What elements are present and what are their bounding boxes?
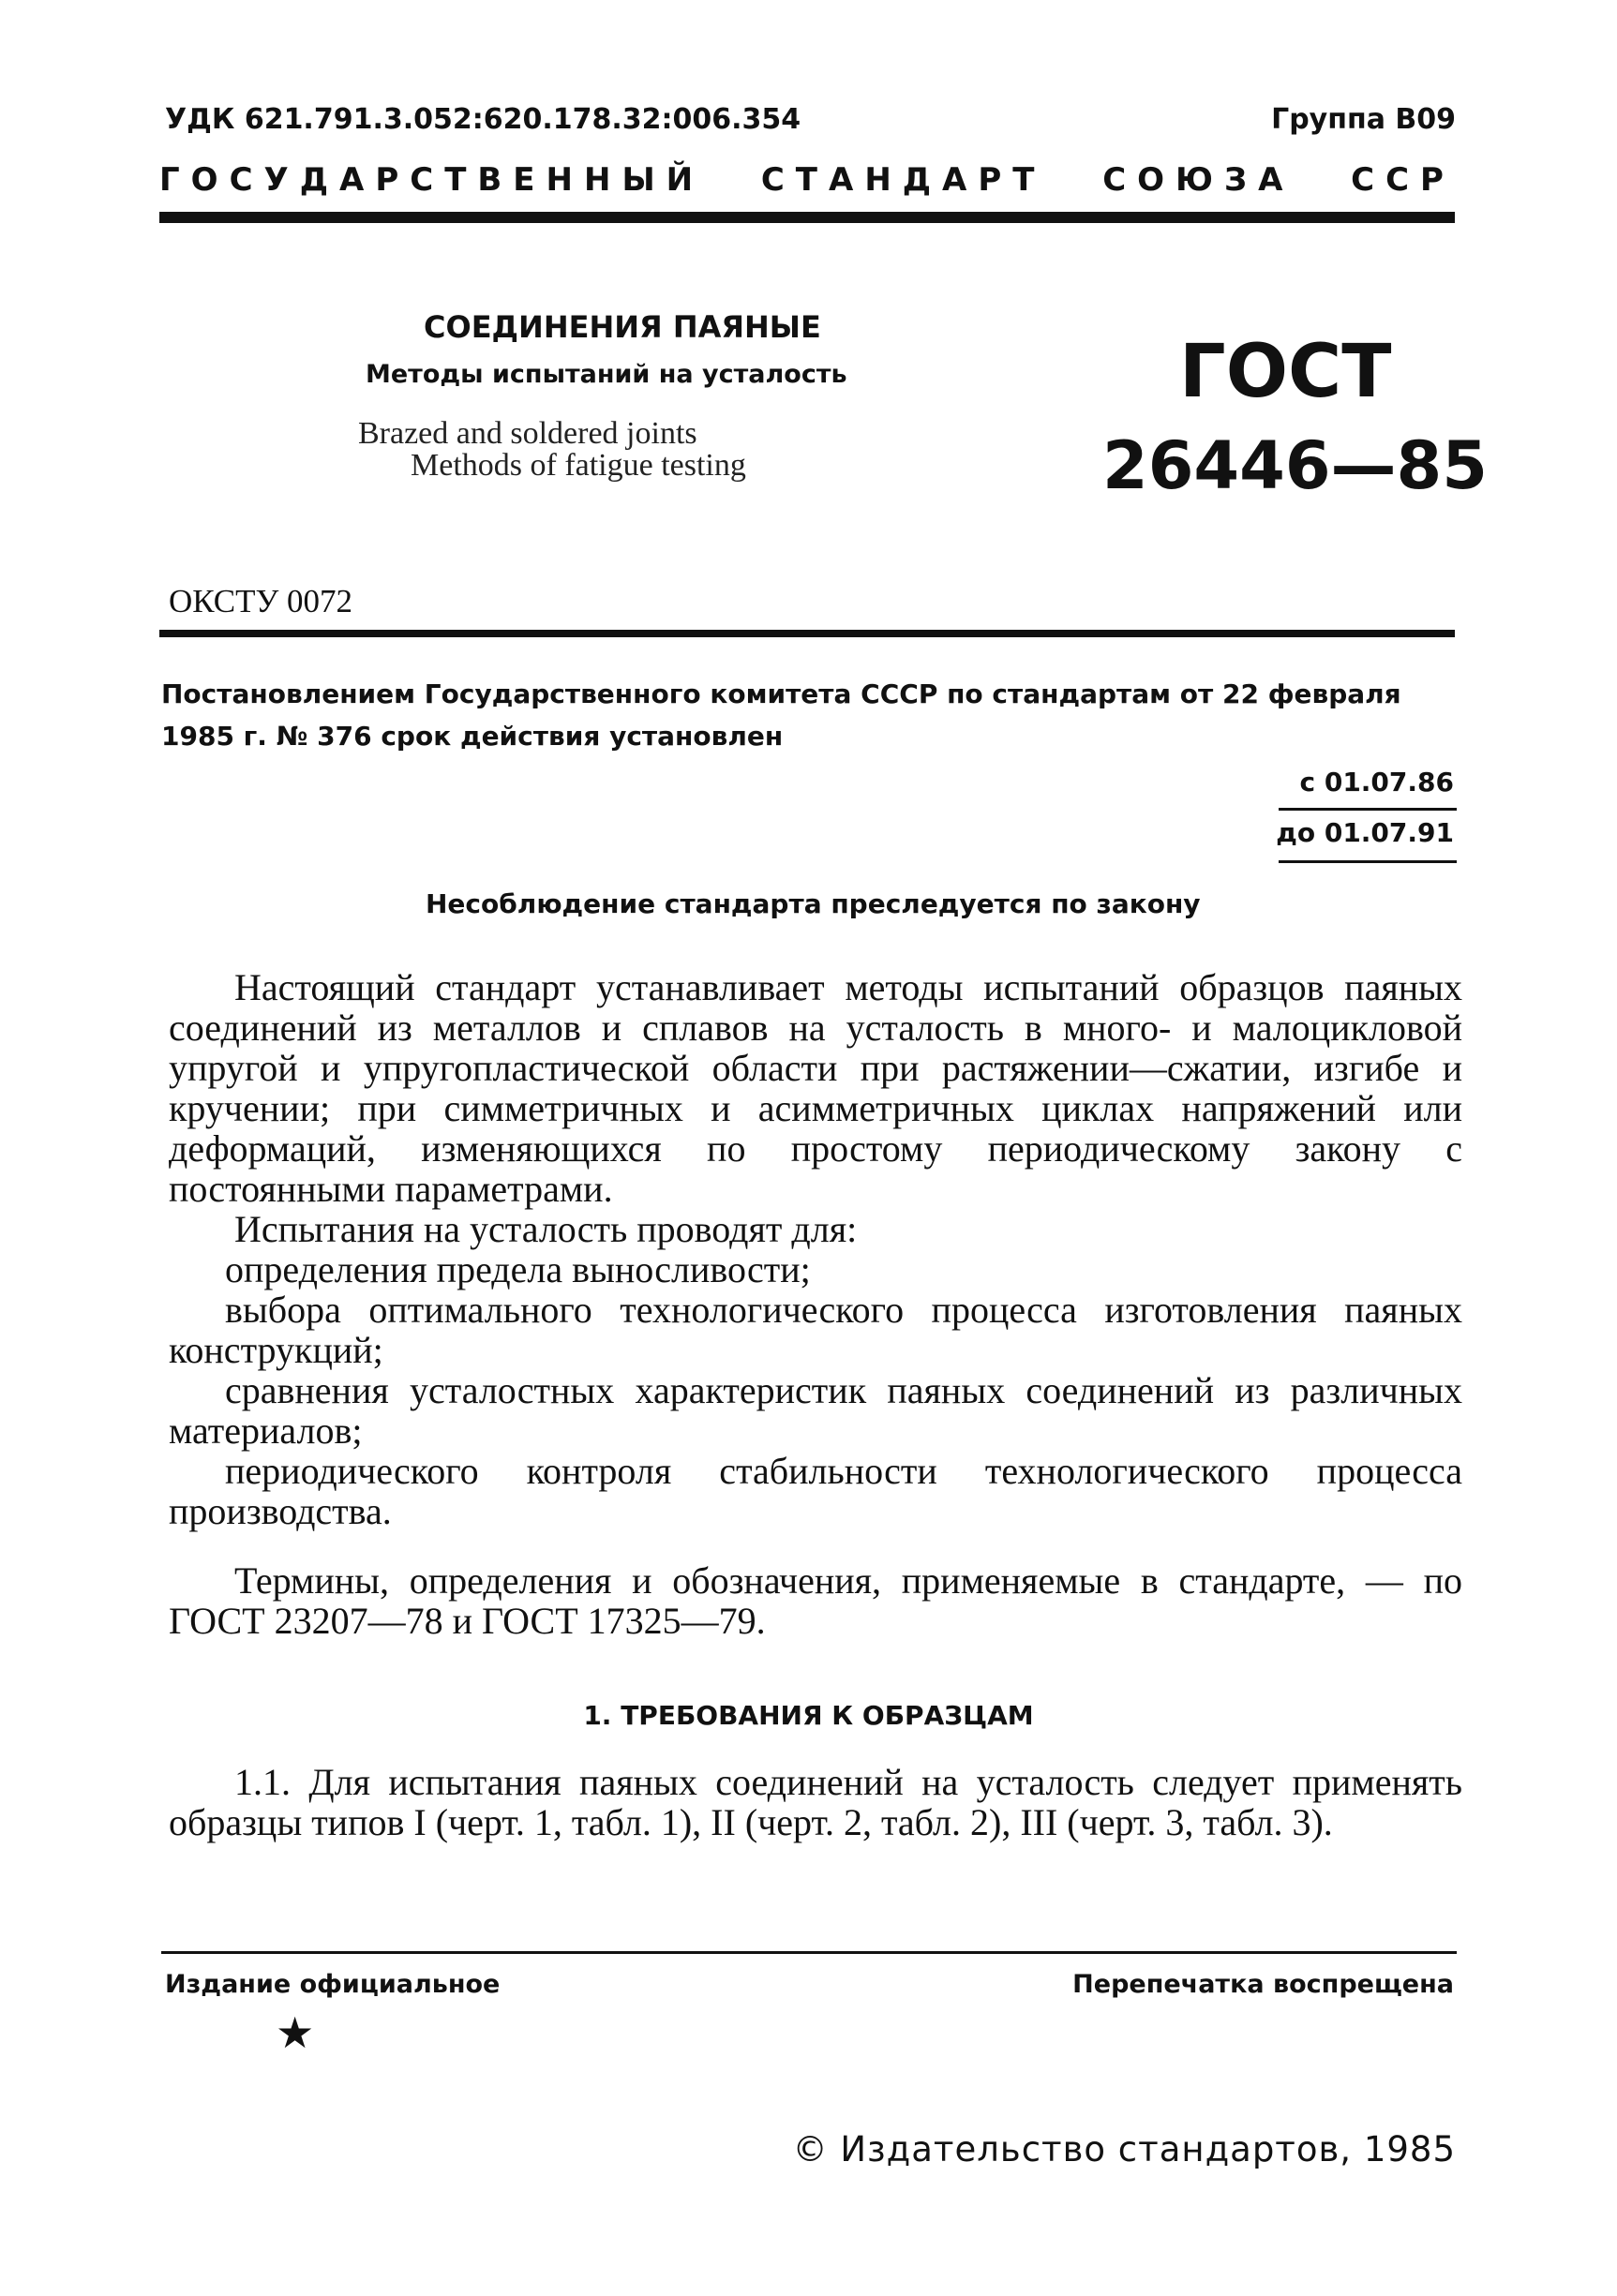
valid-to: до 01.07.91 xyxy=(1276,817,1454,848)
okstu-code: ОКСТУ 0072 xyxy=(169,583,353,619)
footer-rule xyxy=(161,1951,1457,1954)
reprint-notice: Перепечатка воспрещена xyxy=(1072,1970,1454,1999)
validity-rule xyxy=(1279,860,1457,863)
section-heading: 1. ТРЕБОВАНИЯ К ОБРАЗЦАМ xyxy=(583,1700,1034,1731)
title-english-line-2: Methods of fatigue testing xyxy=(411,448,746,483)
title-russian: СОЕДИНЕНИЯ ПАЯНЫЕ xyxy=(424,309,821,345)
scope-paragraph: Настоящий стандарт устанавливает методы испытаний образцов паяных соединений из металлов и сплавов на усталость в много- и малоцикловой упругой и упругопластической области при растяжении—сжатии, изгибе и кручении; при симметричных и асимметричных циклах напряжений или деформаций, изменяющихся по простому периодическому закону с постоянными параметрами. xyxy=(169,966,1462,1210)
banner-word: СОЮЗА xyxy=(1102,161,1295,199)
valid-from: с 01.07.86 xyxy=(1299,767,1454,798)
gost-label: ГОСТ xyxy=(1179,330,1392,414)
udc-code: УДК 621.791.3.052:620.178.32:006.354 xyxy=(165,103,801,136)
validity-rule xyxy=(1279,808,1457,811)
copyright-notice: © Издательство стандартов, 1985 xyxy=(792,2129,1456,2169)
list-item: выбора оптимального технологического процесса изготовления паяных конструкций; xyxy=(169,1289,1462,1371)
group-code: Группа В09 xyxy=(1271,103,1456,136)
banner-word: ГОСУДАРСТВЕННЫЙ xyxy=(159,161,705,199)
title-english-line-1: Brazed and soldered joints xyxy=(358,416,697,451)
purpose-list xyxy=(169,1249,1462,1531)
star-icon: ★ xyxy=(276,2007,315,2058)
decree-text: Постановлением Государственного комитета СССР по стандартам от 22 февраля 1985 г. № 376 срок действия установлен xyxy=(161,678,1401,752)
title-rule xyxy=(159,630,1455,637)
gost-number: 26446—85 xyxy=(1102,427,1488,504)
banner-word: СТАНДАРТ xyxy=(760,161,1046,199)
banner-word: ССР xyxy=(1351,161,1455,199)
law-notice: Несоблюдение стандарта преследуется по закону xyxy=(426,888,1201,919)
official-edition: Издание официальное xyxy=(165,1970,501,1999)
state-standard-banner xyxy=(159,161,1455,199)
list-item: определения предела выносливости; xyxy=(225,1248,811,1290)
header-rule xyxy=(159,212,1455,223)
list-item: периодического контроля стабильности технологического процесса производства. xyxy=(169,1450,1462,1532)
terms-paragraph: Термины, определения и обозначения, применяемые в стандарте, — по ГОСТ 23207—78 и ГОСТ 17325—79. xyxy=(169,1559,1462,1642)
purpose-intro: Испытания на усталость проводят для: xyxy=(234,1208,858,1250)
list-item: сравнения усталостных характеристик паяных соединений из различных материалов; xyxy=(169,1369,1462,1452)
subtitle-russian: Методы испытаний на усталость xyxy=(366,360,847,389)
clause-1-1: 1.1. Для испытания паяных соединений на усталость следует применять образцы типов I (черт. 1, табл. 1), II (черт. 2, табл. 2), III (черт. 3, табл. 3). xyxy=(169,1761,1462,1843)
